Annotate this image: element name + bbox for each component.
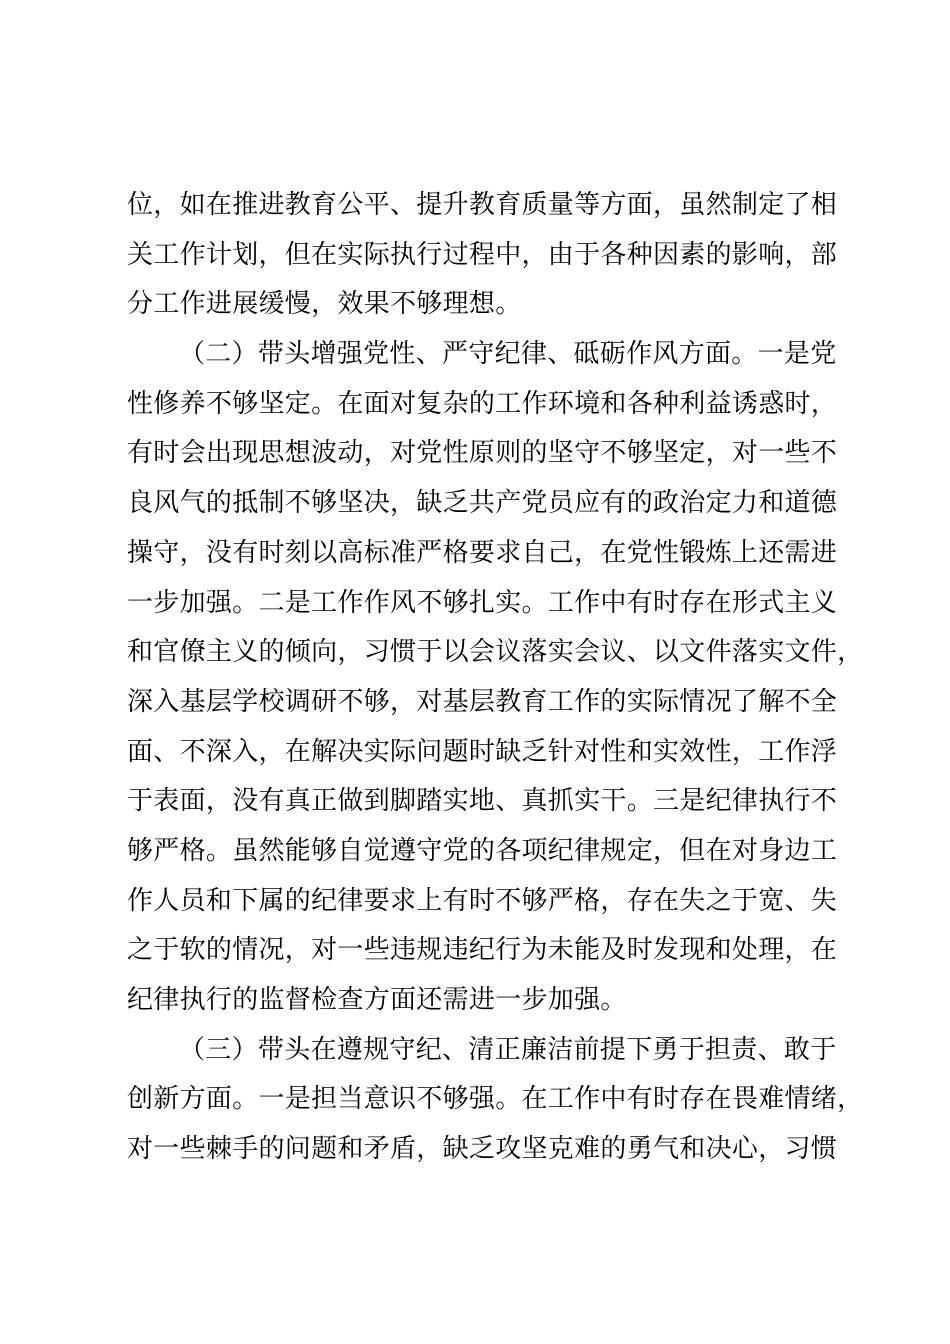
text-line: 良风气的抵制不够坚决，缺乏共产党员应有的政治定力和道德 xyxy=(127,488,838,519)
text-line: 作人员和下属的纪律要求上有时不够严格，存在失之于宽、失 xyxy=(127,885,838,916)
text-line: 位，如在推进教育公平、提升教育质量等方面，虽然制定了相 xyxy=(127,190,838,220)
text-line: 关工作计划，但在实际执行过程中，由于各种因素的影响，部 xyxy=(127,239,838,270)
paragraph-3 xyxy=(127,1026,864,1175)
text-line: 面、不深入，在解决实际问题时缺乏针对性和实效性，工作浮 xyxy=(127,736,838,767)
text-line: 之于软的情况，对一些违规违纪行为未能及时发现和处理，在 xyxy=(127,935,838,966)
text-line: 对一些棘手的问题和矛盾，缺乏攻坚克难的勇气和决心，习惯 xyxy=(127,1134,838,1165)
text-line: 和官僚主义的倾向，习惯于以会议落实会议、以文件落实文件， xyxy=(127,637,864,668)
text-line: 分工作进展缓慢，效果不够理想。 xyxy=(127,289,522,320)
text-line: 纪律执行的监督检查方面还需进一步加强。 xyxy=(127,985,627,1015)
paragraph-1 xyxy=(127,181,838,330)
text-line: （三）带头在遵规守纪、清正廉洁前提下勇于担责、敢于 xyxy=(179,1034,837,1065)
text-line: （二）带头增强党性、严守纪律、砥砺作风方面。一是党 xyxy=(179,339,837,370)
text-line: 够严格。虽然能够自觉遵守党的各项纪律规定，但在对身边工 xyxy=(127,835,838,866)
text-line: 深入基层学校调研不够，对基层教育工作的实际情况了解不全 xyxy=(127,686,838,717)
text-line: 于表面，没有真正做到脚踏实地、真抓实干。三是纪律执行不 xyxy=(127,786,838,817)
body-text xyxy=(127,181,864,1175)
paragraph-2 xyxy=(127,330,864,1026)
text-line: 操守，没有时刻以高标准严格要求自己，在党性锻炼上还需进 xyxy=(127,537,838,568)
text-line: 性修养不够坚定。在面对复杂的工作环境和各种利益诱惑时， xyxy=(127,388,838,419)
text-line: 一步加强。二是工作作风不够扎实。工作中有时存在形式主义 xyxy=(127,587,838,618)
text-line: 创新方面。一是担当意识不够强。在工作中有时存在畏难情绪， xyxy=(127,1084,864,1115)
text-line: 有时会出现思想波动，对党性原则的坚守不够坚定，对一些不 xyxy=(127,438,838,469)
